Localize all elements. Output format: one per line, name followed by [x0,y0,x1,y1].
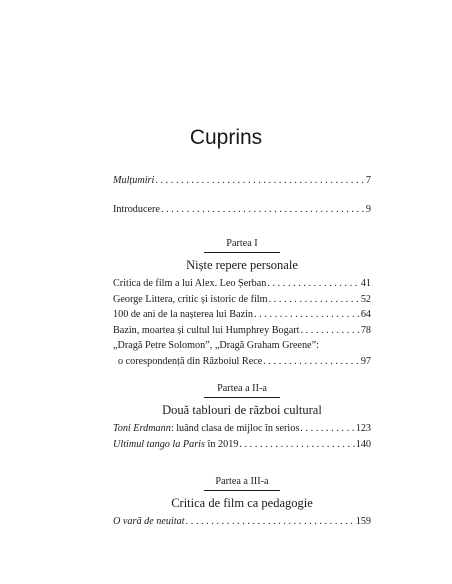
toc-entry-label-rest: în 2019 [204,438,239,450]
toc-leader-dots [254,307,360,323]
toc-entry[interactable] [113,421,371,437]
part-1-header [113,237,371,273]
toc-entry[interactable] [113,514,371,530]
toc-leader-dots [269,292,360,308]
toc-leader-dots [239,437,354,453]
part-3-entries [113,514,371,530]
toc-entry-page: 123 [355,423,371,434]
part-divider [204,397,280,398]
toc-entry[interactable] [113,354,371,370]
part-label: Partea a II-a [217,383,267,394]
toc-front-2 [113,202,371,218]
toc-entry-label [113,514,185,530]
toc-entry-label: o corespondență din Războiul Rece [118,355,263,367]
toc-entry-page: 41 [360,278,371,289]
part-1-entries [113,276,371,369]
toc-entry-label: 100 de ani de la nașterea lui Bazin [113,309,254,320]
toc-leader-dots [300,421,354,437]
part-label: Partea I [226,238,258,249]
part-title: Niște repere personale [186,258,298,272]
toc-leader-dots [155,173,365,189]
toc-entry-page: 9 [365,204,371,215]
part-title: Două tablouri de război cultural [162,403,322,417]
toc-entry-label: Bazin, moartea și cultul lui Humphrey Bogart [113,324,300,336]
film-title: O vară de neuitat [113,516,185,527]
toc-entry-label: Mulțumiri [113,175,155,186]
part-2-entries [113,421,371,452]
toc-entry[interactable] [113,173,371,189]
toc-front-1 [113,173,371,189]
toc-entry[interactable] [113,202,371,218]
page-title: Cuprins [189,126,263,149]
toc-entry[interactable] [113,437,371,453]
toc-entry-page: 140 [355,438,371,450]
toc-entry-page: 159 [355,516,371,527]
toc-entry-label [113,437,238,453]
toc-entry[interactable] [113,323,371,339]
toc-entry-label: Introducere [113,204,160,215]
toc-leader-dots [263,354,360,370]
toc-entry-label-rest: : luând clasa de mijloc în serios [170,423,300,434]
toc-entry-page: 78 [360,324,371,336]
toc-entry[interactable] [113,292,371,308]
toc-entry-label: Critica de film a lui Alex. Leo Șerban [113,278,267,289]
part-divider [204,490,280,491]
toc-entry-page: 7 [365,175,371,186]
toc-entry-label-line1: „Dragă Petre Solomon”, „Dragă Graham Greene”: [113,340,319,351]
toc-leader-dots [267,276,359,292]
part-label: Partea a III-a [215,476,269,487]
part-title: Critica de film ca pedagogie [171,496,313,510]
film-title: Ultimul tango la Paris [113,438,205,450]
toc-leader-dots [161,202,365,218]
part-2-header [113,382,371,418]
toc-entry-page: 97 [360,355,371,367]
part-3-header [113,475,371,511]
toc-entry-page: 64 [360,309,371,320]
film-title: Toni Erdmann [113,423,171,434]
toc-leader-dots [300,323,359,339]
toc-leader-dots [186,514,355,530]
toc-entry-label: George Littera, critic și istoric de film [113,293,268,305]
toc-entry-label [113,421,299,437]
toc-entry-page: 52 [360,293,371,305]
part-divider [204,252,280,253]
toc-entry[interactable] [113,307,371,323]
toc-entry[interactable] [113,276,371,292]
